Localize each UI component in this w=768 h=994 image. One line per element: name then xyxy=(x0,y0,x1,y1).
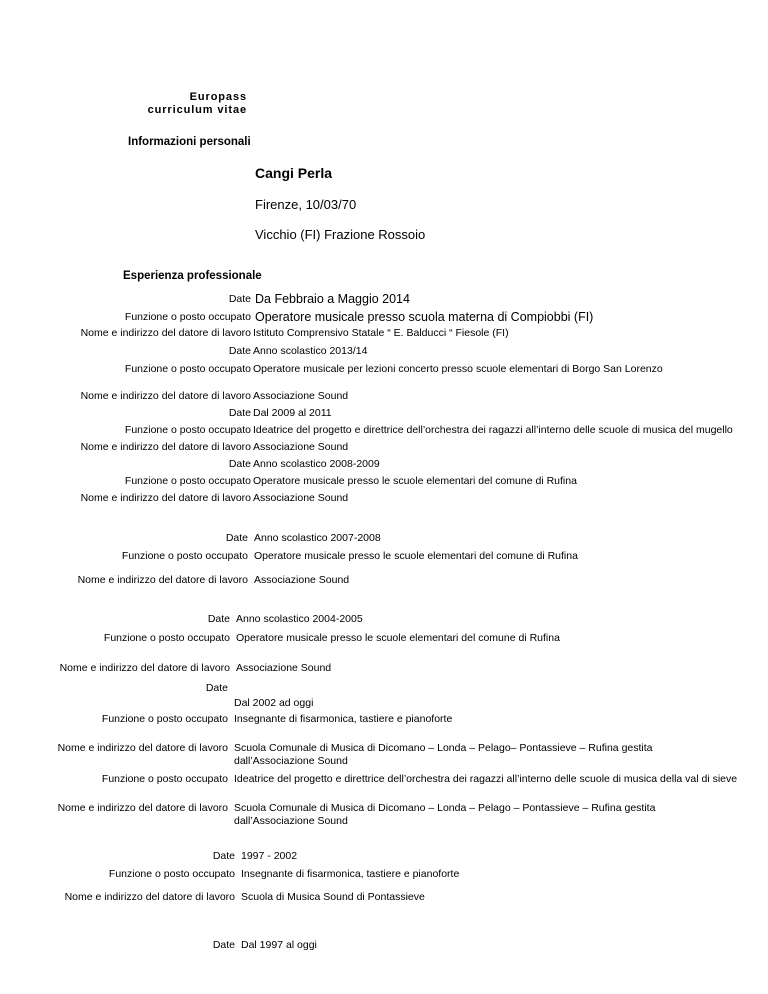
entry-value: Dal 2009 al 2011 xyxy=(253,407,332,419)
entry-label: Funzione o posto occupato xyxy=(108,868,235,880)
entry-value: Dal 1997 al oggi xyxy=(241,939,317,951)
entry-label: Date xyxy=(228,407,251,419)
entry-label: Date xyxy=(228,345,251,357)
europass-title: Europass xyxy=(189,91,247,103)
entry-label: Nome e indirizzo del datore di lavoro xyxy=(77,574,248,586)
entry-label: Nome e indirizzo del datore di lavoro xyxy=(57,802,228,814)
entry-value: Scuola di Musica Sound di Pontassieve xyxy=(241,891,425,903)
person-name: Cangi Perla xyxy=(255,165,333,181)
entry-label: Nome e indirizzo del datore di lavoro xyxy=(80,492,251,504)
entry-value: 1997 - 2002 xyxy=(241,850,298,862)
entry-label: Nome e indirizzo del datore di lavoro xyxy=(57,742,228,754)
entry-label: Funzione o posto occupato xyxy=(124,475,251,487)
entry-value: Ideatrice del progetto e direttrice dell’orchestra dei ragazzi all’interno delle scuole di musica della val di sieve xyxy=(234,773,738,785)
personal-info-heading: Informazioni personali xyxy=(128,136,251,148)
entry-label: Date xyxy=(228,293,251,305)
entry-value: Associazione Sound xyxy=(253,390,349,402)
entry-value: Operatore musicale presso le scuole elementari del comune di Rufina xyxy=(236,632,560,644)
entry-label: Date xyxy=(212,850,235,862)
entry-value: Operatore musicale presso scuola materna di Compiobbi (FI) xyxy=(255,310,594,324)
entry-label: Nome e indirizzo del datore di lavoro xyxy=(80,390,251,402)
entry-value: Associazione Sound xyxy=(254,574,350,586)
entry-label: Nome e indirizzo del datore di lavoro xyxy=(59,662,230,674)
entry-value: Scuola Comunale di Musica di Dicomano – Londa – Pelago– Pontassieve – Rufina gestita dall’Associazione Sound xyxy=(234,742,653,767)
entry-label: Funzione o posto occupato xyxy=(101,713,228,725)
experience-heading: Esperienza professionale xyxy=(123,270,262,282)
entry-value: Scuola Comunale di Musica di Dicomano – Londa – Pelago – Pontassieve – Rufina gestita dall’Associazione Sound xyxy=(234,802,656,827)
entry-value: Istituto Comprensivo Statale “ E. Balducci “ Fiesole (FI) xyxy=(253,327,509,339)
entry-label: Date xyxy=(207,613,230,625)
entry-value: Operatore musicale presso le scuole elementari del comune di Rufina xyxy=(254,550,578,562)
entry-label: Date xyxy=(225,532,248,544)
entry-label: Funzione o posto occupato xyxy=(124,424,251,436)
entry-value: Associazione Sound xyxy=(253,492,349,504)
entry-label: Nome e indirizzo del datore di lavoro xyxy=(80,441,251,453)
entry-value: Insegnante di fisarmonica, tastiere e pianoforte xyxy=(234,713,453,725)
entry-label: Nome e indirizzo del datore di lavoro xyxy=(80,327,251,339)
entry-label: Funzione o posto occupato xyxy=(124,363,251,375)
entry-label: Date xyxy=(205,682,228,694)
birth-info: Firenze, 10/03/70 xyxy=(255,197,357,212)
entry-value: Dal 2002 ad oggi xyxy=(234,697,314,709)
entry-value: Anno scolastico 2008-2009 xyxy=(253,458,380,470)
entry-value: Operatore musicale presso le scuole elementari del comune di Rufina xyxy=(253,475,577,487)
entry-label: Nome e indirizzo del datore di lavoro xyxy=(64,891,235,903)
entry-value: Associazione Sound xyxy=(236,662,332,674)
entry-value: Anno scolastico 2007-2008 xyxy=(254,532,381,544)
entry-label: Date xyxy=(228,458,251,470)
entry-value: Insegnante di fisarmonica, tastiere e pianoforte xyxy=(241,868,460,880)
entry-label: Funzione o posto occupato xyxy=(101,773,228,785)
entry-label: Funzione o posto occupato xyxy=(124,311,251,323)
entry-value: Da Febbraio a Maggio 2014 xyxy=(255,292,410,306)
entry-value: Ideatrice del progetto e direttrice dell’orchestra dei ragazzi all’interno delle scuole di musica del mugello xyxy=(253,424,733,436)
address: Vicchio (FI) Frazione Rossoio xyxy=(255,227,426,242)
entry-value: Anno scolastico 2004-2005 xyxy=(236,613,363,625)
curriculum-vitae-title: curriculum vitae xyxy=(147,104,247,116)
entry-label: Date xyxy=(212,939,235,951)
entry-label: Funzione o posto occupato xyxy=(121,550,248,562)
entry-value: Associazione Sound xyxy=(253,441,349,453)
entry-value: Operatore musicale per lezioni concerto presso scuole elementari di Borgo San Lorenzo xyxy=(253,363,663,375)
entry-value: Anno scolastico 2013/14 xyxy=(253,345,368,357)
entry-label: Funzione o posto occupato xyxy=(103,632,230,644)
